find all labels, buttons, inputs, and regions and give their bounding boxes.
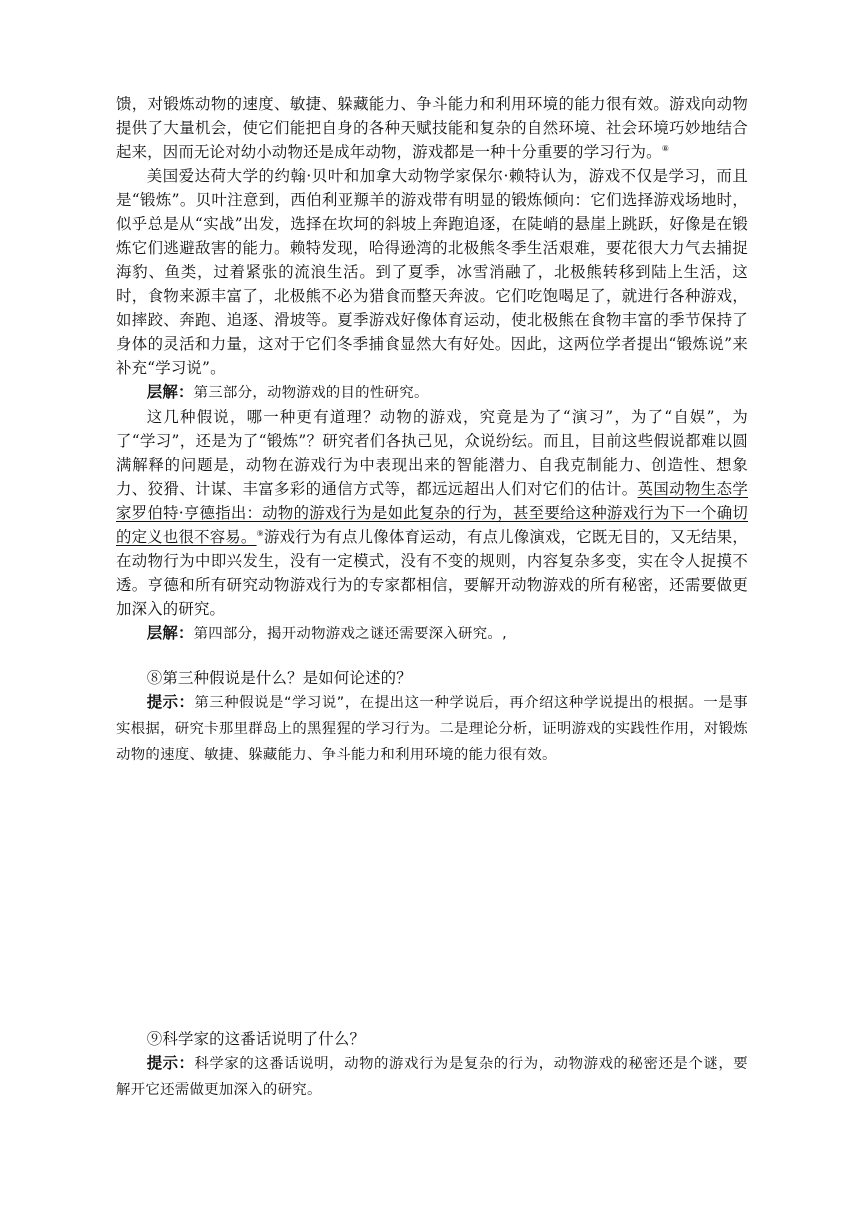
hint-9 [116,1051,748,1103]
question-8-block [116,666,748,768]
layer-note-3 [116,380,748,405]
layer-text: 第四部分，揭开动物游戏之谜还需要深入研究。, [193,626,507,642]
underlined-quote: 英国动物生态学家罗伯特·亨德指出：动物的游戏行为是如此复杂的行为，甚至要给这种游戏行为下一个确切的定义也很不容易。 [116,480,748,546]
question-9-block [116,1027,748,1103]
hint-text: 科学家的这番话说明，动物的游戏行为是复杂的行为，动物游戏的秘密还是个谜，要解开它还需做更加深入的研究。 [116,1056,748,1098]
footnote-marker: ⑨ [256,528,264,538]
main-text [116,92,748,646]
question-8: ⑧第三种假说是什么？是如何论述的？ [146,669,412,687]
hint-8 [116,690,748,768]
layer-label: 层解： [146,383,194,401]
layer-text: 第三部分，动物游戏的目的性研究。 [193,385,429,401]
hint-label: 提示： [146,1054,195,1072]
paragraph-summary: 这几种假说，哪一种更有道理？动物的游戏，究竟是为了“演习”，为了“自娱”，为了“学习”，还是为了“锻炼”？研究者们各执己见，众说纷纭。而且，目前这些假说都难以圆满解释的问题是，动物在游戏行为中表现出来的智能潜力、自我克制能力、创造性、想象力、狡猾、计谋、丰富多彩的通信方式等，都远远超出人们对它们的估计。英国动物生态学家罗伯特·亨德指出：动物的游戏行为是如此复杂的行为，甚至要给这种游戏行为下一个确切的定义也很不容易。⑨游戏行为有点儿像体育运动，有点儿像演戏，它既无目的，又无结果，在动物行为中即兴发生，没有一定模式，没有不变的规则，内容复杂多变，实在令人捉摸不透。亨德和所有研究动物游戏行为的专家都相信，要解开动物游戏的所有秘密，还需要做更加深入的研究。 [116,408,749,618]
hint-label: 提示： [146,693,195,711]
layer-note-4 [116,621,748,646]
footnote-marker: ⑧ [661,143,670,153]
question-9: ⑨科学家的这番话说明了什么？ [146,1030,366,1048]
paragraph-learning: 馈，对锻炼动物的速度、敏捷、躲藏能力、争斗能力和利用环境的能力很有效。游戏向动物提供了大量机会，使它们能把自身的各种天赋技能和复杂的自然环境、社会环境巧妙地结合起来，因而无论对幼小动物还是成年动物，游戏都是一种十分重要的学习行为。⑧ [116,95,748,161]
paragraph-exercise: 美国爱达荷大学的约翰·贝叶和加拿大动物学家保尔·赖特认为，游戏不仅是学习，而且是“锻炼”。贝叶注意到，西伯利亚羱羊的游戏带有明显的锻炼倾向：它们选择游戏场地时，似乎总是从“实战”出发，选择在坎坷的斜坡上奔跑追逐，在陡峭的悬崖上跳跃，好像是在锻炼它们逃避敌害的能力。赖特发现，哈得逊湾的北极熊冬季生活艰难，要花很大力气去捕捉海豹、鱼类，过着紧张的流浪生活。到了夏季，冰雪消融了，北极熊转移到陆上生活，这时，食物来源丰富了，北极熊不必为猎食而整天奔波。它们吃饱喝足了，就进行各种游戏，如摔跤、奔跑、追逐、滑坡等。夏季游戏好像体育运动，使北极熊在食物丰富的季节保持了身体的灵活和力量，这对于它们冬季捕食显然大有好处。因此，这两位学者提出“锻炼说”来补充“学习说”。 [116,167,748,377]
layer-label: 层解： [146,624,194,642]
hint-text: 第三种假说是“学习说”，在提出这一种学说后，再介绍这种学说提出的根据。一是事实根据，研究卡那里群岛上的黑猩猩的学习行为。二是理论分析，证明游戏的实践性作用，对锻炼动物的速度、敏捷、躲藏能力、争斗能力和利用环境的能力很有效。 [116,695,748,763]
